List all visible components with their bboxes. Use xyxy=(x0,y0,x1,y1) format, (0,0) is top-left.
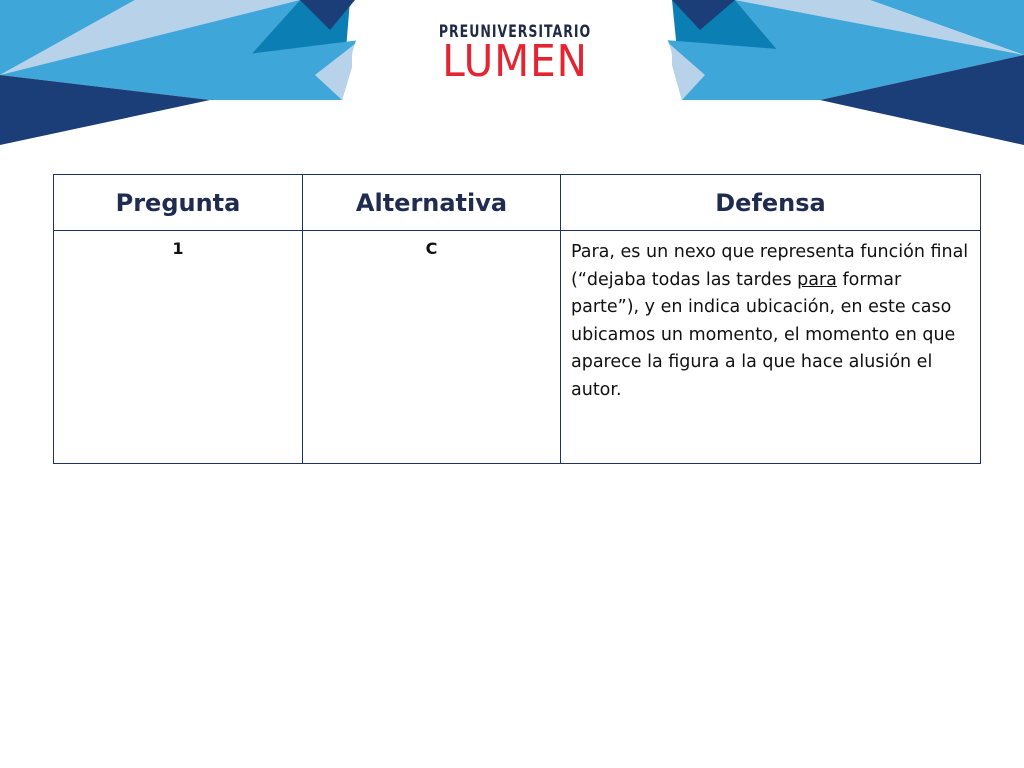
header-defensa: Defensa xyxy=(561,175,981,231)
cell-alternativa: C xyxy=(303,231,561,464)
table-header-row xyxy=(54,175,981,231)
defensa-text-after: formar parte”), y en indica ubicación, en este caso ubicamos un momento, el momento en que aparece la figura a la que hace alusión el autor. xyxy=(571,269,956,400)
defensa-text-before: Para, es un nexo que representa función final (“dejaba todas las tardes xyxy=(571,242,969,290)
header-alternativa: Alternativa xyxy=(303,175,561,231)
cell-defensa xyxy=(561,231,981,464)
defensa-underlined-word: para xyxy=(797,269,837,290)
cell-pregunta: 1 xyxy=(54,231,303,464)
header-pregunta: Pregunta xyxy=(54,175,303,231)
logo-main-text: LUMEN xyxy=(442,36,588,87)
answers-table xyxy=(53,174,981,464)
logo-top-text: PREUNIVERSITARIO xyxy=(438,22,592,42)
table-row xyxy=(54,231,981,464)
lumen-logo xyxy=(420,22,610,92)
